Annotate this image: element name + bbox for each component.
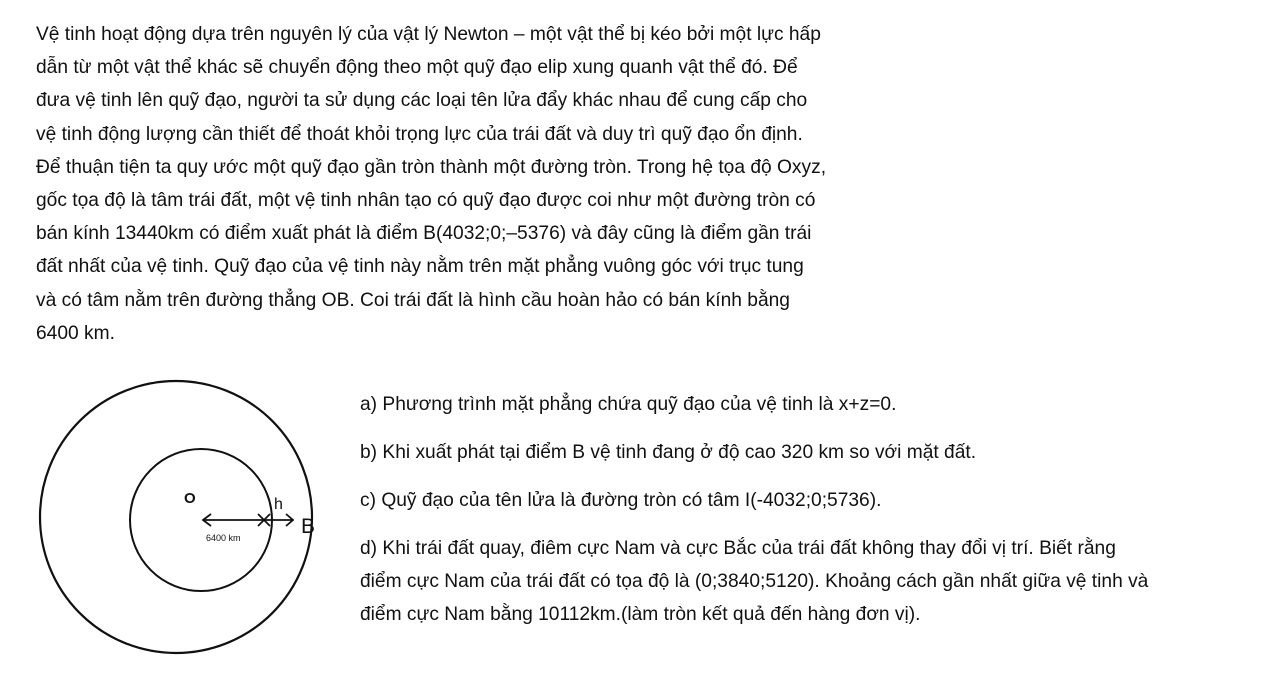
- statement-line: Để thuận tiện ta quy ước một quỹ đạo gần tròn thành một đường tròn. Trong hệ tọa độ Oxyz,: [36, 156, 827, 178]
- center-label-o: O: [184, 490, 196, 507]
- problem-statement: [36, 18, 951, 350]
- option-d: [360, 532, 1275, 631]
- option-line: điểm cực Nam của trái đất có tọa độ là (0;3840;5120). Khoảng cách gần nhất giữa vệ tinh và: [360, 571, 1149, 592]
- option-line: c) Quỹ đạo của tên lửa là đường tròn có tâm I(-4032;0;5736).: [360, 490, 882, 511]
- option-line: điểm cực Nam bằng 10112km.(làm tròn kết quả đến hàng đơn vị).: [360, 604, 921, 625]
- radius-label: 6400 km: [206, 533, 241, 543]
- point-label-b: B: [300, 515, 315, 538]
- statement-line: 6400 km.: [36, 322, 115, 344]
- statement-line: vệ tinh động lượng cần thiết để thoát khỏi trọng lực của trái đất và duy trì quỹ đạo ổn định.: [36, 123, 803, 145]
- statement-line: và có tâm nằm trên đường thẳng OB. Coi trái đất là hình cầu hoàn hảo có bán kính bằng: [36, 289, 790, 311]
- statement-line: đưa vệ tinh lên quỹ đạo, người ta sử dụng các loại tên lửa đẩy khác nhau để cung cấp cho: [36, 90, 808, 112]
- option-a: [360, 388, 1275, 421]
- height-label-h: h: [274, 496, 283, 513]
- statement-line: bán kính 13440km có điểm xuất phát là điểm B(4032;0;–5376) và đây cũng là điểm gần trái: [36, 223, 812, 245]
- option-line: a) Phương trình mặt phẳng chứa quỹ đạo của vệ tinh là x+z=0.: [360, 394, 897, 415]
- statement-line: Vệ tinh hoạt động dựa trên nguyên lý của vật lý Newton – một vật thể bị kéo bởi một lực hấp: [36, 24, 821, 45]
- orbit-diagram-svg: [36, 378, 316, 656]
- option-b: [360, 436, 1275, 469]
- statement-line: đất nhất của vệ tinh. Quỹ đạo của vệ tinh này nằm trên mặt phẳng vuông góc với trục tung: [36, 256, 804, 278]
- answer-options: [360, 388, 1275, 646]
- option-c: [360, 484, 1275, 517]
- option-line: d) Khi trái đất quay, điêm cực Nam và cực Bắc của trái đất không thay đổi vị trí. Biết rằng: [360, 538, 1116, 559]
- statement-line: dẫn từ một vật thể khác sẽ chuyển động theo một quỹ đạo elip xung quanh vật thể đó. Để: [36, 57, 798, 79]
- statement-line: gốc tọa độ là tâm trái đất, một vệ tinh nhân tạo có quỹ đạo được coi như một đường tròn có: [36, 190, 816, 212]
- option-line: b) Khi xuất phát tại điểm B vệ tinh đang ở độ cao 320 km so với mặt đất.: [360, 442, 977, 463]
- orbit-diagram: [36, 378, 316, 656]
